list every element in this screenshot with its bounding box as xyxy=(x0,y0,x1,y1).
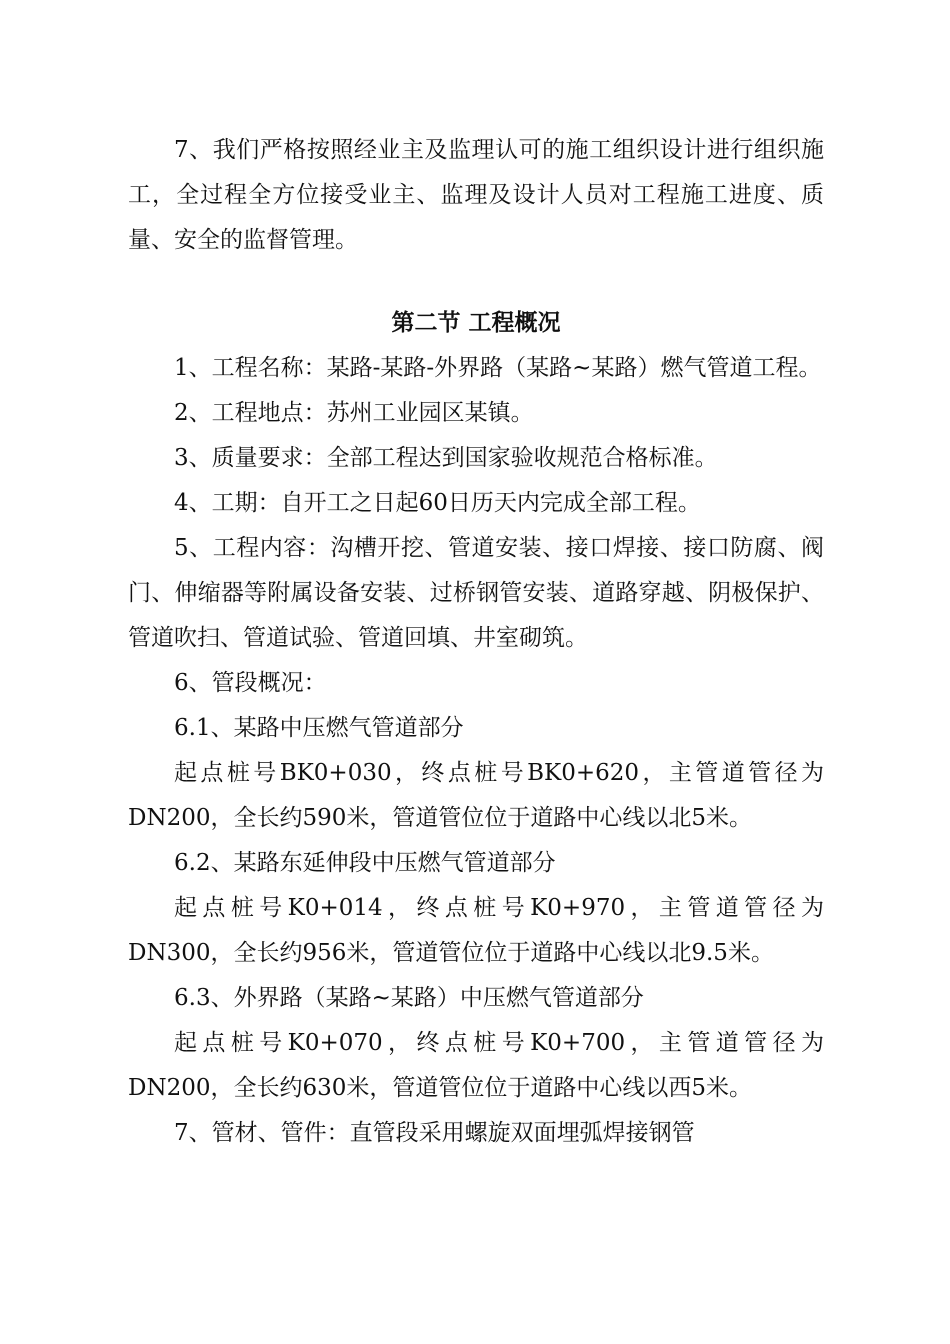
paragraph-section-6-1-details: 起点桩号BK0+030，终点桩号BK0+620，主管道管径为DN200，全长约590米，管道管位位于道路中心线以北5米。 xyxy=(128,760,824,831)
subheading-section-6-2: 6.2、某路东延伸段中压燃气管道部分 xyxy=(174,850,556,876)
paragraph-schedule: 4、工期：自开工之日起60日历天内完成全部工程。 xyxy=(174,490,701,516)
paragraph-project-scope: 5、工程内容：沟槽开挖、管道安装、接口焊接、接口防腐、阀门、伸缩器等附属设备安装、过桥钢管安装、道路穿越、阴极保护、管道吹扫、管道试验、管道回填、井室砌筑。 xyxy=(128,535,824,651)
spacer xyxy=(128,263,824,301)
paragraph-pipe-materials: 7、管材、管件：直管段采用螺旋双面埋弧焊接钢管 xyxy=(174,1120,695,1146)
section-title: 第二节 工程概况 xyxy=(391,310,561,336)
paragraph-quality-requirement: 3、质量要求：全部工程达到国家验收规范合格标准。 xyxy=(174,445,718,471)
subheading-section-6-3: 6.3、外界路（某路~某路）中压燃气管道部分 xyxy=(174,985,644,1011)
subheading-section-6-1: 6.1、某路中压燃气管道部分 xyxy=(174,715,464,741)
paragraph-project-location: 2、工程地点：苏州工业园区某镇。 xyxy=(174,400,534,426)
intro-paragraph: 7、我们严格按照经业主及监理认可的施工组织设计进行组织施工，全过程全方位接受业主、监理及设计人员对工程施工进度、质量、安全的监督管理。 xyxy=(128,137,824,253)
paragraph-pipe-overview: 6、管段概况： xyxy=(174,670,327,696)
paragraph-section-6-2-details: 起点桩号K0+014，终点桩号K0+970，主管道管径为DN300，全长约956米，管道管位位于道路中心线以北9.5米。 xyxy=(128,895,824,966)
paragraph-section-6-3-details: 起点桩号K0+070，终点桩号K0+700，主管道管径为DN200，全长约630米，管道管位位于道路中心线以西5米。 xyxy=(128,1030,824,1101)
document-body xyxy=(128,128,824,1156)
paragraph-project-name: 1、工程名称：某路-某路-外界路（某路~某路）燃气管道工程。 xyxy=(174,355,822,381)
